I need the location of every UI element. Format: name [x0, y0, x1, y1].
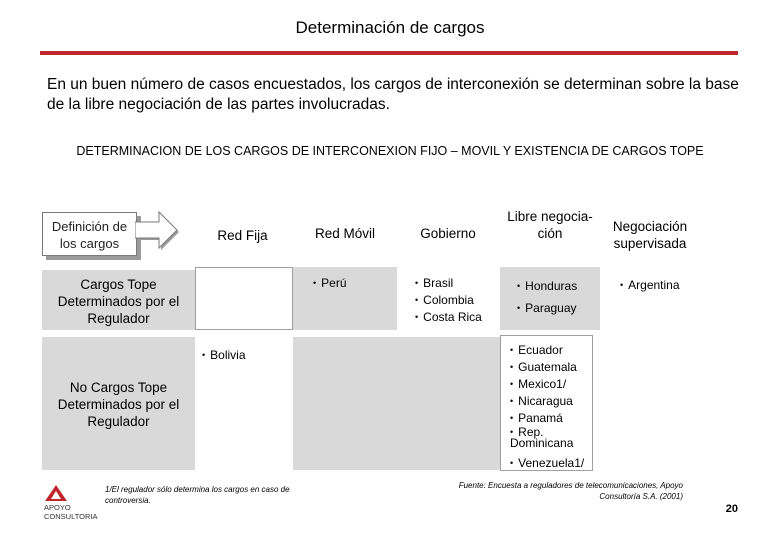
- title-divider: [40, 51, 738, 55]
- intro-paragraph: En un buen número de casos encuestados, los cargos de interconexión se determinan sobre la base de la libre negociación de las partes involucradas.: [47, 76, 739, 113]
- column-header-gobierno: Gobierno: [420, 226, 476, 241]
- list-item: • Argentina: [620, 277, 703, 294]
- list-item: • Ecuador: [510, 342, 592, 359]
- arrow-right-icon: [135, 208, 183, 252]
- column-header-red-fija: Red Fija: [217, 228, 268, 243]
- list-item: • Honduras: [517, 275, 600, 297]
- list-tope-libre: [517, 275, 600, 319]
- apoyo-logo-icon: [44, 484, 68, 502]
- list-no-tope-libre: [510, 342, 592, 472]
- list-item: • Guatemala: [510, 359, 592, 376]
- list-tope-red-movil: [313, 275, 397, 292]
- cell-tope-negociacion: [600, 267, 703, 330]
- column-header-red-movil: Red Móvil: [314, 226, 376, 241]
- definition-box: Definición de los cargos: [42, 212, 137, 256]
- footnote-left: 1/El regulador sólo determina los cargos en caso de controversia.: [105, 485, 290, 505]
- page-title: Determinación de cargos: [295, 18, 485, 37]
- page-number: 20: [725, 503, 738, 515]
- cell-tope-red-fija: [195, 267, 293, 330]
- footnote-source: Fuente: Encuesta a reguladores de telecomunicaciones, Apoyo Consultoría S.A. (2001): [458, 481, 683, 501]
- list-item: • Brasil: [415, 275, 500, 292]
- list-item: • Paraguay: [517, 297, 600, 319]
- cell-no-tope-red-fija: [195, 337, 293, 470]
- list-item: • Venezuela1/: [510, 455, 592, 472]
- logo-text: APOYO CONSULTORIA: [44, 503, 98, 521]
- list-no-tope-red-fija: [202, 347, 293, 364]
- list-item: • Mexico1/: [510, 376, 592, 393]
- list-item: • Costa Rica: [415, 309, 500, 326]
- column-header-libre: Libre negocia-ción: [507, 209, 593, 241]
- list-item: • Panamá: [510, 410, 592, 427]
- cell-tope-libre: [500, 267, 600, 330]
- cell-no-tope-red-movil-gobierno: [293, 337, 500, 470]
- row-label-no-cargos-tope: No Cargos Tope Determinados por el Regulador: [57, 380, 180, 429]
- list-item: • Colombia: [415, 292, 500, 309]
- list-item: • Nicaragua: [510, 393, 592, 410]
- list-item: • Perú: [313, 275, 397, 292]
- cell-tope-gobierno: [397, 267, 500, 330]
- list-tope-negociacion: [620, 277, 703, 294]
- column-header-negociacion: Negociación supervisada: [612, 219, 688, 251]
- row-label-cargos-tope: Cargos Tope Determinados por el Regulador: [57, 277, 180, 326]
- list-tope-gobierno: [415, 275, 500, 326]
- list-item: • Rep. Dominicana: [510, 427, 580, 449]
- cell-tope-red-movil: [293, 267, 397, 330]
- list-item: • Bolivia: [202, 347, 293, 364]
- table-subtitle: DETERMINACION DE LOS CARGOS DE INTERCONEXION FIJO – MOVIL Y EXISTENCIA DE CARGOS TOPE: [76, 144, 704, 158]
- cell-no-tope-libre: [500, 335, 593, 471]
